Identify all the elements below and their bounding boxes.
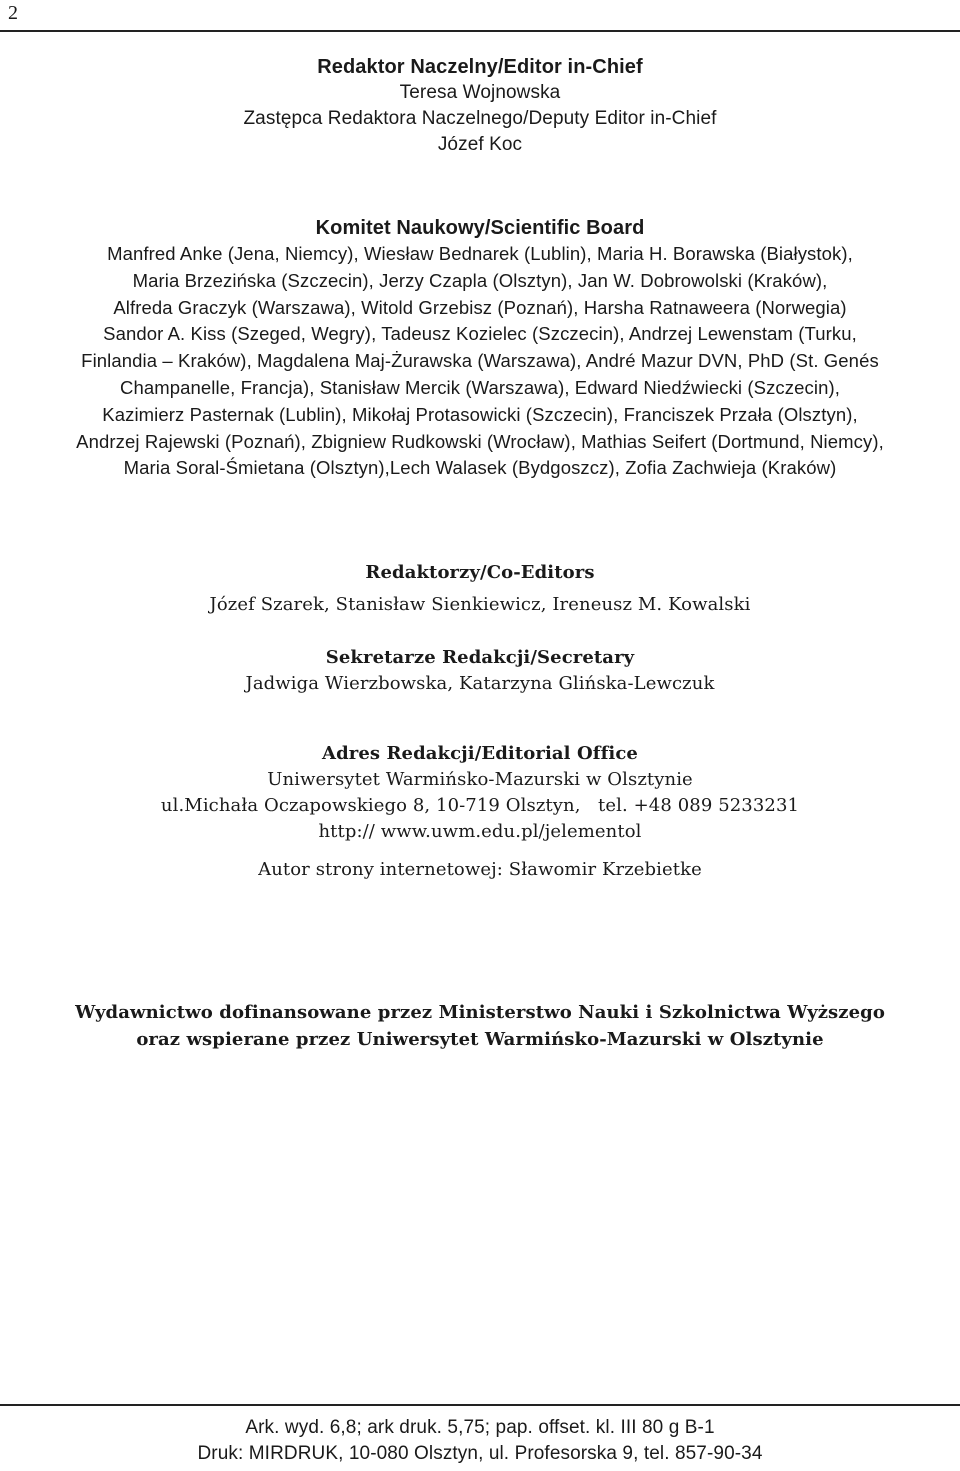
office-address: ul.Michała Oczapowskiego 8, 10-719 Olsztyn, — [160, 795, 581, 816]
board-line: Andrzej Rajewski (Poznań), Zbigniew Rudkowski (Wrocław), Mathias Seifert (Dortmund, Niemcy), — [76, 430, 884, 452]
office-url[interactable]: http:// www.uwm.edu.pl/jelementol — [318, 821, 642, 842]
secretary-names: Jadwiga Wierzbowska, Katarzyna Glińska-Lewczuk — [245, 673, 715, 694]
board-line: Alfreda Graczyk (Warszawa), Witold Grzebisz (Poznań), Harsha Ratnaweera (Norwegia) — [113, 296, 847, 318]
board-line: Champanelle, Francja), Stanisław Mercik (Warszawa), Edward Niedźwiecki (Szczecin), — [120, 376, 840, 398]
editors-section — [0, 54, 960, 158]
funding-line-2: oraz wspierane przez Uniwersytet Warmińsko-Mazurski w Olsztynie — [136, 1029, 824, 1050]
board-line: Maria Soral-Śmietana (Olsztyn),Lech Walasek (Bydgoszcz), Zofia Zachwieja (Kraków) — [123, 457, 837, 479]
scientific-board-section — [0, 215, 960, 482]
deputy-editor-name: Józef Koc — [437, 134, 523, 155]
office-phone: tel. +48 089 5233231 — [598, 795, 800, 816]
co-editors-heading: Redaktorzy/Co-Editors — [365, 562, 595, 583]
board-line: Sandor A. Kiss (Szeged, Wegry), Tadeusz Kozielec (Szczecin), Andrzej Lewenstam (Turku, — [103, 323, 857, 345]
deputy-editor-heading: Zastępca Redaktora Naczelnego/Deputy Editor in-Chief — [243, 108, 717, 129]
header-rule — [0, 30, 960, 32]
board-line: Maria Brzezińska (Szczecin), Jerzy Czapla (Olsztyn), Jan W. Dobrowolski (Kraków), — [132, 269, 828, 291]
footer-section — [0, 1415, 960, 1467]
funding-section — [0, 999, 960, 1053]
web-author: Autor strony internetowej: Sławomir Krzebietke — [258, 859, 702, 880]
page-number: 2 — [8, 2, 18, 24]
secretary-heading: Sekretarze Redakcji/Secretary — [325, 647, 635, 668]
board-line: Kazimierz Pasternak (Lublin), Mikołaj Protasowicki (Szczecin), Franciszek Przała (Olsztyn), — [102, 403, 858, 425]
printer-info: Druk: MIRDRUK, 10-080 Olsztyn, ul. Profesorska 9, tel. 857-90-34 — [197, 1443, 763, 1464]
print-specs: Ark. wyd. 6,8; ark druk. 5,75; pap. offset. kl. III 80 g B-1 — [245, 1417, 715, 1438]
office-address-line — [0, 793, 960, 819]
editorial-office-section — [0, 741, 960, 883]
board-line: Manfred Anke (Jena, Niemcy), Wiesław Bednarek (Lublin), Maria H. Borawska (Białystok), — [107, 243, 853, 264]
secretary-section — [0, 645, 960, 697]
editorial-office-heading: Adres Redakcji/Editorial Office — [322, 743, 638, 764]
board-line: Finlandia – Kraków), Magdalena Maj-Żurawska (Warszawa), André Mazur DVN, PhD (St. Genés — [81, 350, 879, 372]
co-editors-names: Józef Szarek, Stanisław Sienkiewicz, Ireneusz M. Kowalski — [209, 594, 751, 615]
footer-rule — [0, 1404, 960, 1406]
editor-in-chief-name: Teresa Wojnowska — [399, 82, 561, 103]
editor-in-chief-heading: Redaktor Naczelny/Editor in-Chief — [317, 56, 643, 78]
office-institution: Uniwersytet Warmińsko-Mazurski w Olsztynie — [267, 769, 693, 790]
funding-line-1: Wydawnictwo dofinansowane przez Ministerstwo Nauki i Szkolnictwa Wyższego — [75, 1002, 885, 1023]
co-editors-section — [0, 560, 960, 618]
scientific-board-heading: Komitet Naukowy/Scientific Board — [315, 217, 645, 239]
